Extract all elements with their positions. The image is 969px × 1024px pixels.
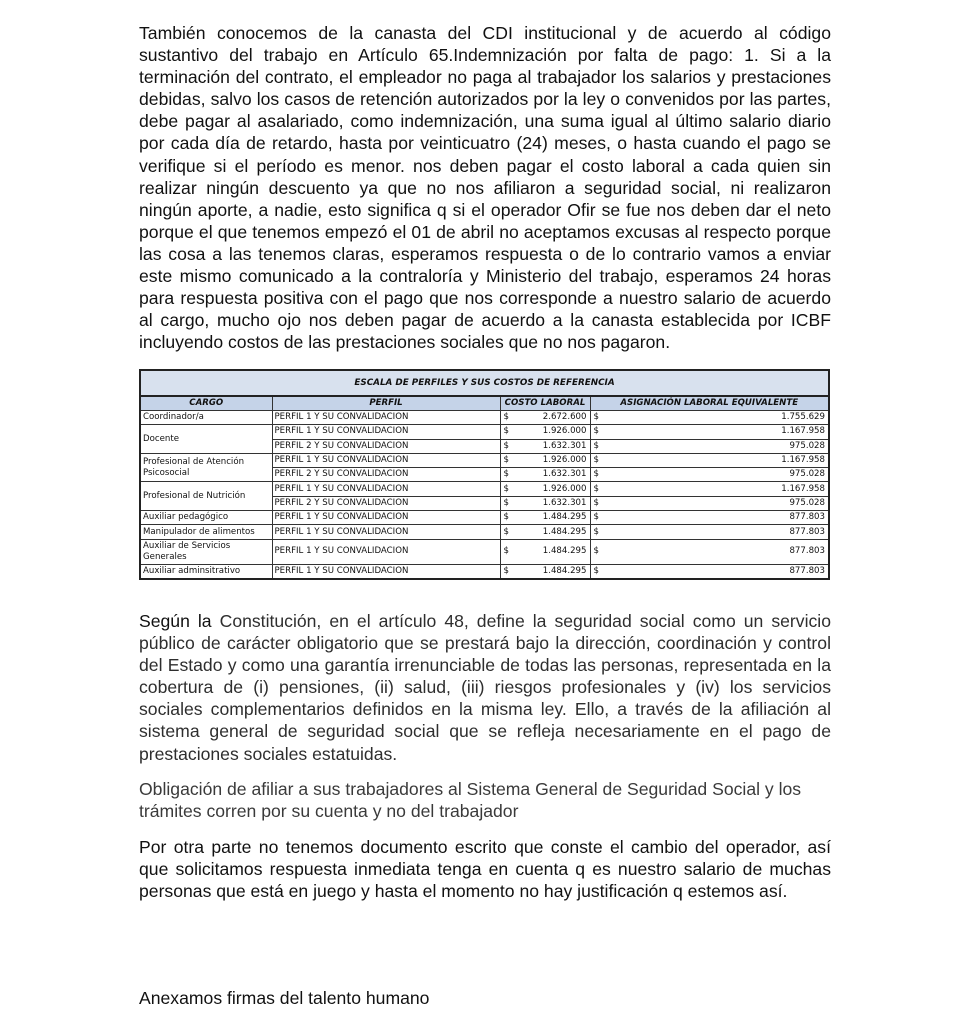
asignacion-cell bbox=[590, 496, 829, 510]
asignacion-value: 1.167.958 bbox=[781, 483, 825, 494]
asignacion-cell bbox=[590, 411, 829, 425]
asignacion-value: 877.803 bbox=[789, 512, 825, 523]
perfil-cell: PERFIL 1 Y SU CONVALIDACION bbox=[272, 482, 500, 496]
currency-symbol: $ bbox=[593, 565, 599, 576]
asignacion-cell bbox=[590, 439, 829, 453]
costo-value: 1.484.295 bbox=[542, 512, 587, 523]
asignacion-cell bbox=[590, 482, 829, 496]
perfil-cell: PERFIL 2 Y SU CONVALIDACION bbox=[272, 496, 500, 510]
costo-value: 1.926.000 bbox=[542, 483, 587, 494]
cargo-cell: Profesional de Atención Psicosocial bbox=[140, 453, 272, 482]
currency-symbol: $ bbox=[503, 455, 509, 466]
column-header-asignacion: ASIGNACIÓN LABORAL EQUIVALENTE bbox=[590, 396, 829, 411]
asignacion-value: 1.167.958 bbox=[781, 455, 825, 466]
paragraph-body: Constitución, en el artículo 48, define la seguridad social como un servicio público de carácter obligatorio que se prestará bajo la dirección, coordinación y control del Estado y como una garantía irrenunciable de todas las personas, representada en la cobertura de (i) pensiones, (ii) salud, (iii) riesgos profesionales y (iv) los servicios sociales complementarios definidos en la misma ley. Ello, a través de la afiliación al sistema general de seguridad social que se refleja necesariamente en el pago de prestaciones sociales estatuidas. bbox=[139, 611, 831, 764]
costo-value: 1.632.301 bbox=[542, 497, 587, 508]
costo-cell bbox=[500, 564, 590, 579]
obligation-paragraph: Obligación de afiliar a sus trabajadores al Sistema General de Seguridad Social y los trámites corren por su cuenta y no del trabajador bbox=[139, 779, 802, 822]
currency-symbol: $ bbox=[593, 426, 599, 437]
cargo-cell: Coordinador/a bbox=[140, 411, 272, 425]
closing-line: Anexamos firmas del talento humano bbox=[139, 988, 430, 1008]
table-row bbox=[140, 525, 829, 539]
costo-cell bbox=[500, 539, 590, 564]
column-header-perfil: PERFIL bbox=[272, 396, 500, 411]
costo-value: 1.926.000 bbox=[542, 455, 587, 466]
currency-symbol: $ bbox=[503, 546, 509, 557]
asignacion-cell bbox=[590, 453, 829, 467]
cargo-cell: Manipulador de alimentos bbox=[140, 525, 272, 539]
currency-symbol: $ bbox=[593, 497, 599, 508]
salary-table-wrapper bbox=[139, 369, 828, 580]
asignacion-value: 877.803 bbox=[789, 546, 825, 557]
costo-cell bbox=[500, 482, 590, 496]
currency-symbol: $ bbox=[503, 440, 509, 451]
asignacion-value: 1.755.629 bbox=[781, 412, 825, 423]
currency-symbol: $ bbox=[503, 497, 509, 508]
perfil-cell: PERFIL 2 Y SU CONVALIDACION bbox=[272, 468, 500, 482]
constitution-paragraph bbox=[139, 610, 831, 765]
perfil-cell: PERFIL 1 Y SU CONVALIDACION bbox=[272, 453, 500, 467]
costo-cell bbox=[500, 525, 590, 539]
table-row bbox=[140, 564, 829, 579]
costo-cell bbox=[500, 411, 590, 425]
costo-value: 1.484.295 bbox=[542, 565, 587, 576]
currency-symbol: $ bbox=[593, 455, 599, 466]
table-row bbox=[140, 511, 829, 525]
perfil-cell: PERFIL 1 Y SU CONVALIDACION bbox=[272, 425, 500, 439]
table-row bbox=[140, 453, 829, 467]
currency-symbol: $ bbox=[503, 426, 509, 437]
perfil-cell: PERFIL 1 Y SU CONVALIDACION bbox=[272, 525, 500, 539]
cargo-cell: Auxiliar adminsitrativo bbox=[140, 564, 272, 579]
asignacion-value: 1.167.958 bbox=[781, 426, 825, 437]
costo-value: 1.484.295 bbox=[542, 526, 587, 537]
perfil-cell: PERFIL 1 Y SU CONVALIDACION bbox=[272, 564, 500, 579]
currency-symbol: $ bbox=[503, 469, 509, 480]
costo-value: 1.926.000 bbox=[542, 426, 587, 437]
currency-symbol: $ bbox=[503, 483, 509, 494]
cargo-cell: Profesional de Nutrición bbox=[140, 482, 272, 511]
table-row bbox=[140, 411, 829, 425]
perfil-cell: PERFIL 2 Y SU CONVALIDACION bbox=[272, 439, 500, 453]
currency-symbol: $ bbox=[503, 526, 509, 537]
currency-symbol: $ bbox=[503, 412, 509, 423]
costo-cell bbox=[500, 511, 590, 525]
table-title: ESCALA DE PERFILES Y SUS COSTOS DE REFERENCIA bbox=[140, 370, 829, 396]
table-row bbox=[140, 539, 829, 564]
asignacion-cell bbox=[590, 539, 829, 564]
asignacion-cell bbox=[590, 468, 829, 482]
asignacion-value: 877.803 bbox=[789, 565, 825, 576]
intro-paragraph: También conocemos de la canasta del CDI institucional y de acuerdo al código sustantivo del trabajo en Artículo 65.Indemnización por falta de pago: 1. Si a la terminación del contrato, el empleador no paga al trabajador los salarios y prestaciones debidas, salvo los casos de retención autorizados por la ley o convenidos por las partes, debe pagar al asalariado, como indemnización, una suma igual al último salario diario por cada día de retardo, hasta por veinticuatro (24) meses, o hasta cuando el pago se verifique si el período es menor. nos deben pagar el costo laboral a cada quien sin realizar ningún descuento ya que no nos afiliaron a seguridad social, ni realizaron ningún aporte, a nadie, esto significa q si el operador Ofir se fue nos deben dar el neto porque el que tenemos empezó el 01 de abril no aceptamos excusas al respecto porque las cosa a las tenemos claras, esperamos respuesta o de lo contrario vamos a enviar este mismo comunicado a la contraloría y Ministerio del trabajo, esperamos 24 horas para respuesta positiva con el pago que nos corresponde a nuestro salario de acuerdo al cargo, mucho ojo nos deben pagar de acuerdo a la canasta establecida por ICBF incluyendo costos de las prestaciones sociales que no nos pagaron. bbox=[139, 23, 831, 353]
asignacion-value: 975.028 bbox=[789, 440, 825, 451]
table-row bbox=[140, 425, 829, 439]
asignacion-cell bbox=[590, 511, 829, 525]
costo-value: 1.632.301 bbox=[542, 469, 587, 480]
table-row bbox=[140, 482, 829, 496]
paragraph-lead: Según la bbox=[139, 611, 212, 631]
currency-symbol: $ bbox=[593, 526, 599, 537]
asignacion-value: 975.028 bbox=[789, 469, 825, 480]
asignacion-value: 877.803 bbox=[789, 526, 825, 537]
costo-cell bbox=[500, 468, 590, 482]
asignacion-cell bbox=[590, 525, 829, 539]
currency-symbol: $ bbox=[593, 469, 599, 480]
perfil-cell: PERFIL 1 Y SU CONVALIDACION bbox=[272, 511, 500, 525]
costo-cell bbox=[500, 453, 590, 467]
currency-symbol: $ bbox=[503, 565, 509, 576]
asignacion-value: 975.028 bbox=[789, 497, 825, 508]
perfil-cell: PERFIL 1 Y SU CONVALIDACION bbox=[272, 411, 500, 425]
perfil-cell: PERFIL 1 Y SU CONVALIDACION bbox=[272, 539, 500, 564]
currency-symbol: $ bbox=[503, 512, 509, 523]
cargo-cell: Docente bbox=[140, 425, 272, 454]
costo-value: 2.672.600 bbox=[542, 412, 587, 423]
request-paragraph: Por otra parte no tenemos documento escrito que conste el cambio del operador, así que solicitamos respuesta inmediata tenga en cuenta q es nuestro salario de muchas personas que está en juego y hasta el momento no hay justificación q estemos así. bbox=[139, 837, 831, 902]
cargo-cell: Auxiliar de Servicios Generales bbox=[140, 539, 272, 564]
costo-cell bbox=[500, 496, 590, 510]
costo-value: 1.632.301 bbox=[542, 440, 587, 451]
asignacion-cell bbox=[590, 564, 829, 579]
cargo-cell: Auxiliar pedagógico bbox=[140, 511, 272, 525]
costo-cell bbox=[500, 425, 590, 439]
currency-symbol: $ bbox=[593, 412, 599, 423]
costo-cell bbox=[500, 439, 590, 453]
column-header-costo: COSTO LABORAL bbox=[500, 396, 590, 411]
currency-symbol: $ bbox=[593, 440, 599, 451]
currency-symbol: $ bbox=[593, 546, 599, 557]
salary-scale-table bbox=[139, 369, 830, 580]
asignacion-cell bbox=[590, 425, 829, 439]
currency-symbol: $ bbox=[593, 483, 599, 494]
costo-value: 1.484.295 bbox=[542, 546, 587, 557]
currency-symbol: $ bbox=[593, 512, 599, 523]
column-header-cargo: CARGO bbox=[140, 396, 272, 411]
